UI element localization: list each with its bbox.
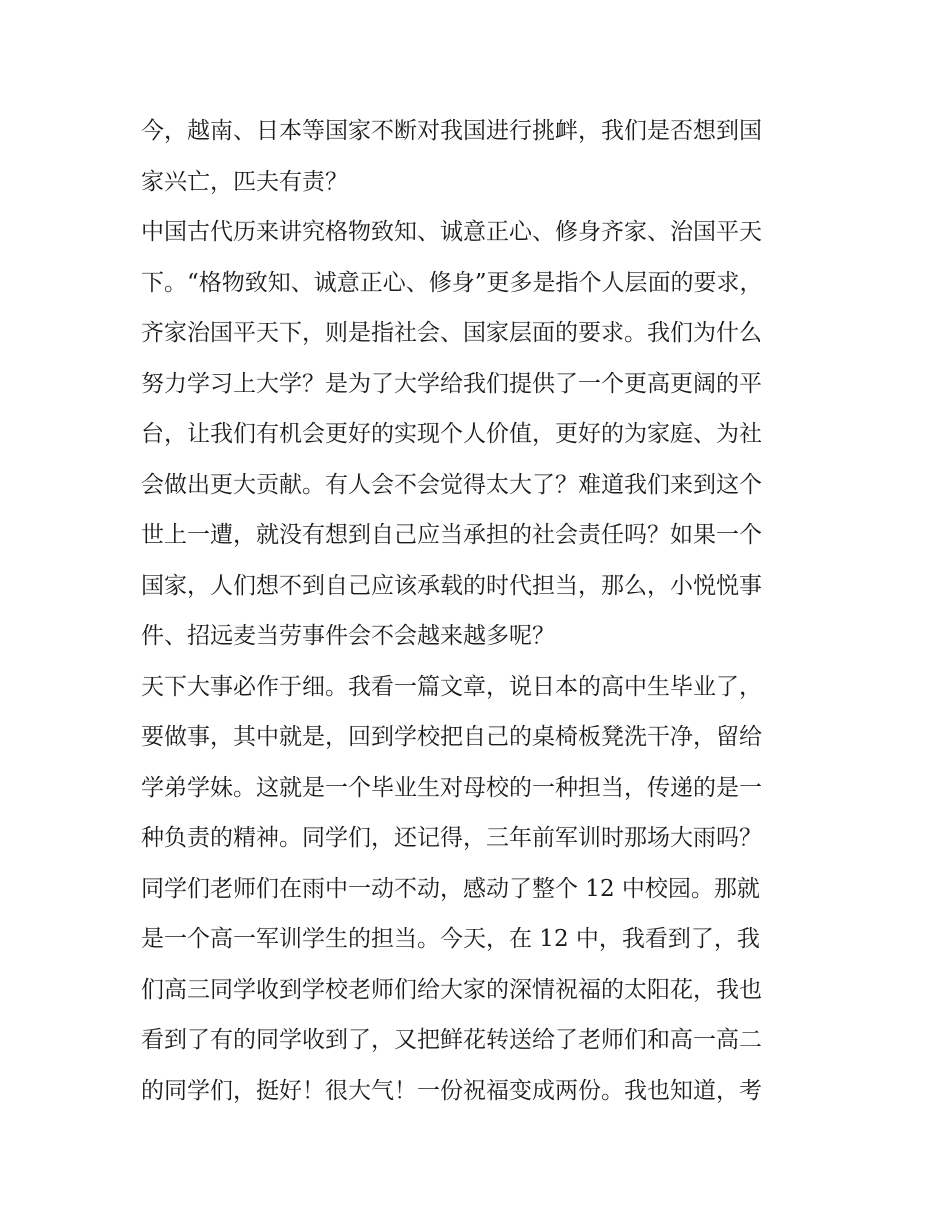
text-line: 种负责的精神。同学们，还记得，三年前军训时那场大雨吗？: [141, 825, 762, 851]
text-line: 国家，人们想不到自己应该承载的时代担当，那么，小悦悦事: [141, 572, 762, 599]
text-line: 件、招远麦当劳事件会不会越来越多呢？: [141, 623, 555, 649]
text-line: 会做出更大贡献。有人会不会觉得太大了？难道我们来到这个: [141, 471, 762, 498]
text-line: 是一个高一军训学生的担当。今天，在 12 中，我看到了，我: [141, 926, 760, 952]
text-line: 学弟学妹。这就是一个毕业生对母校的一种担当，传递的是一: [141, 774, 762, 801]
text-line: 今，越南、日本等国家不断对我国进行挑衅，我们是否想到国: [141, 118, 762, 144]
text-line: 同学们老师们在雨中一动不动，感动了整个 12 中校园。那就: [141, 875, 760, 902]
text-line: 世上一遭，就没有想到自己应当承担的社会责任吗？如果一个: [141, 522, 762, 548]
text-line: 努力学习上大学？是为了大学给我们提供了一个更高更阔的平: [141, 370, 762, 397]
text-line: 齐家治国平天下，则是指社会、国家层面的要求。我们为什么: [141, 320, 762, 346]
text-line: 台，让我们有机会更好的实现个人价值，更好的为家庭、为社: [141, 421, 762, 447]
text-line: 家兴亡，匹夫有责？: [141, 168, 348, 195]
text-line: 天下大事必作于细。我看一篇文章，说日本的高中生毕业了，: [141, 673, 762, 700]
text-line: 看到了有的同学收到了，又把鲜花转送给了老师们和高一高二: [141, 1027, 762, 1053]
document-body: [141, 106, 821, 1116]
text-line: 的同学们，挺好！很大气！一份祝福变成两份。我也知道，考: [141, 1077, 762, 1104]
text-line: 要做事，其中就是，回到学校把自己的桌椅板凳洗干净，留给: [141, 724, 762, 750]
text-line: 下。“格物致知、诚意正心、修身”更多是指个人层面的要求，: [141, 269, 763, 296]
text-line: 们高三同学收到学校老师们给大家的深情祝福的太阳花，我也: [141, 976, 762, 1003]
text-line: 中国古代历来讲究格物致知、诚意正心、修身齐家、治国平天: [141, 219, 762, 245]
